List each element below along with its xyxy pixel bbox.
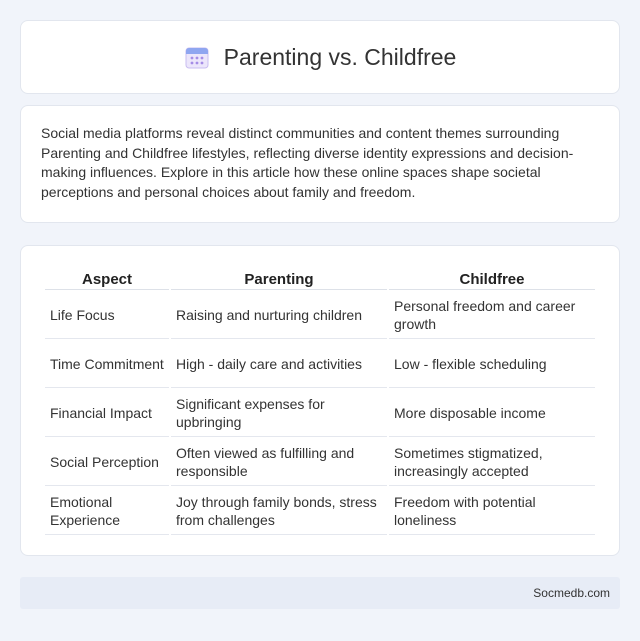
column-header-parenting: Parenting bbox=[171, 268, 387, 290]
table-cell: Emotional Experience bbox=[45, 488, 169, 535]
footer bbox=[20, 577, 620, 609]
table-cell: Life Focus bbox=[45, 292, 169, 339]
comparison-table bbox=[43, 266, 597, 537]
table-cell: Raising and nurturing children bbox=[171, 292, 387, 339]
calendar-icon bbox=[184, 44, 210, 70]
column-header-childfree: Childfree bbox=[389, 268, 595, 290]
table-row bbox=[45, 292, 595, 339]
comparison-card bbox=[20, 245, 620, 556]
page-title: Parenting vs. Childfree bbox=[223, 43, 457, 70]
intro-paragraph: Social media platforms reveal distinct communities and content themes surrounding Parenting and Childfree lifestyles, reflecting diverse identity expressions and decision-making influences. Explore in this article how these online spaces shape societal perceptions and personal choices about family and freedom. bbox=[41, 125, 574, 200]
table-cell: Freedom with potential loneliness bbox=[389, 488, 595, 535]
table-cell: Often viewed as fulfilling and responsible bbox=[171, 439, 387, 486]
table-header-row bbox=[45, 268, 595, 290]
table-cell: High - daily care and activities bbox=[171, 341, 387, 388]
table-row bbox=[45, 341, 595, 388]
table-cell: More disposable income bbox=[389, 390, 595, 437]
column-header-aspect: Aspect bbox=[45, 268, 169, 290]
table-row bbox=[45, 390, 595, 437]
title-wrap bbox=[184, 44, 457, 71]
table-row bbox=[45, 488, 595, 535]
table-cell: Significant expenses for upbringing bbox=[171, 390, 387, 437]
footer-site-link[interactable]: Socmedb.com bbox=[533, 586, 610, 600]
title-card bbox=[20, 20, 620, 94]
intro-card bbox=[20, 105, 620, 223]
table-cell: Financial Impact bbox=[45, 390, 169, 437]
table-cell: Sometimes stigmatized, increasingly accepted bbox=[389, 439, 595, 486]
table-cell: Social Perception bbox=[45, 439, 169, 486]
table-row bbox=[45, 439, 595, 486]
table-cell: Personal freedom and career growth bbox=[389, 292, 595, 339]
table-cell: Joy through family bonds, stress from challenges bbox=[171, 488, 387, 535]
table-cell: Low - flexible scheduling bbox=[389, 341, 595, 388]
table-cell: Time Commitment bbox=[45, 341, 169, 388]
